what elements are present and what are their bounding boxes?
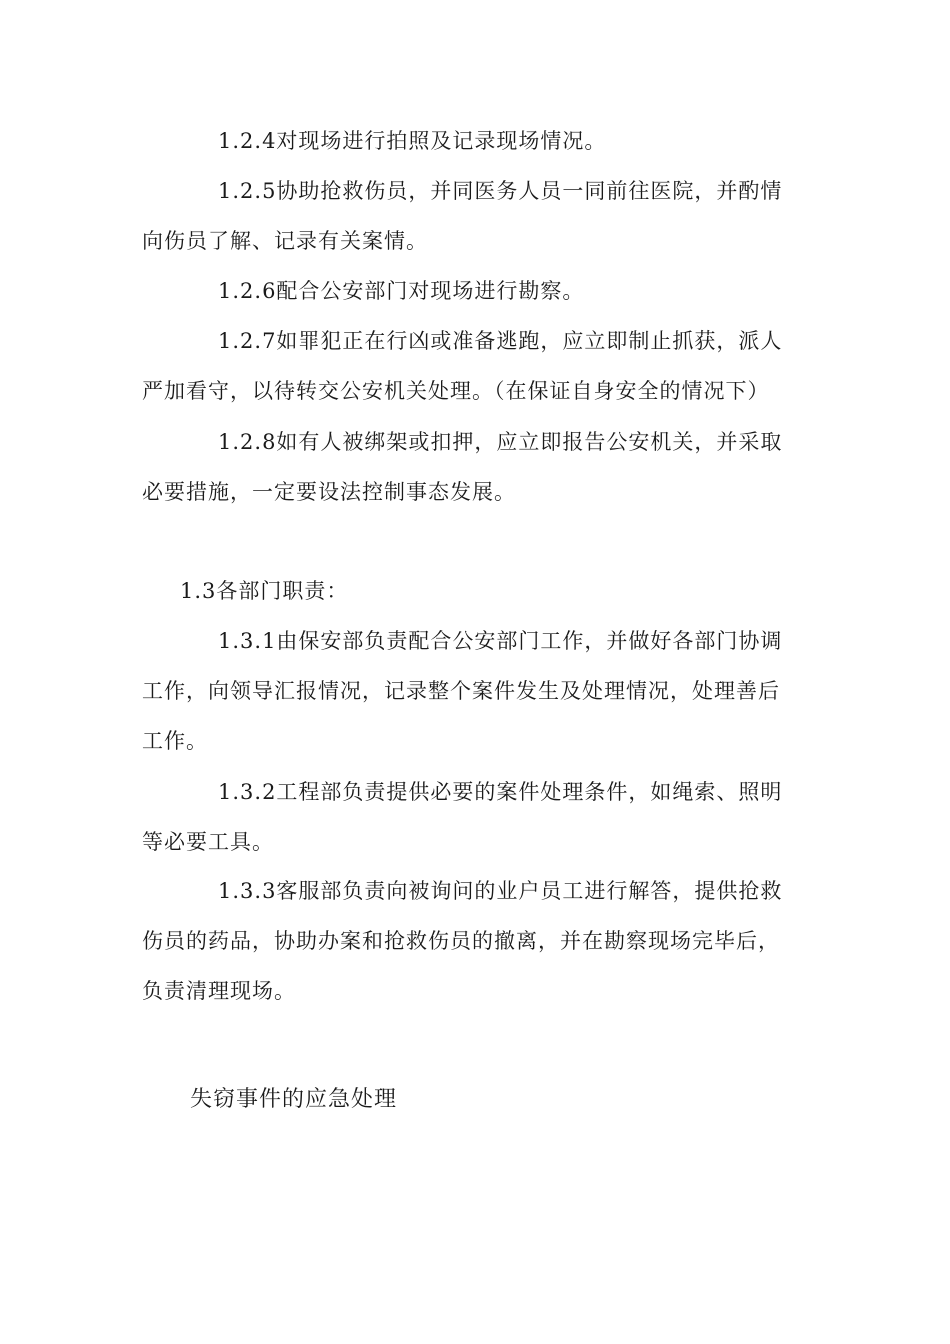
paragraph-1-2-6: 1.2.6配合公安部门对现场进行勘察。 [218,279,585,303]
paragraph-1-2-5: 1.2.5协助抢救伤员，并同医务人员一同前往医院，并酌情向伤员了解、记录有关案情。 [142,179,783,253]
paragraph-1-3-1: 1.3.1由保安部负责配合公安部门工作，并做好各部门协调工作，向领导汇报情况，记录整个案件发生及处理情况，处理善后工作。 [142,629,783,753]
heading-theft-emergency: 失窃事件的应急处理 [190,1087,398,1112]
paragraph-1-2-4: 1.2.4对现场进行拍照及记录现场情况。 [218,129,607,153]
paragraph-1-2-8: 1.2.8如有人被绑架或扣押，应立即报告公安机关，并采取必要措施，一定要设法控制事态发展。 [142,430,783,504]
paragraph-1-3-3: 1.3.3客服部负责向被询问的业户员工进行解答，提供抢救伤员的药品，协助办案和抢救伤员的撤离，并在勘察现场完毕后，负责清理现场。 [142,879,783,1003]
paragraph-1-3-2: 1.3.2工程部负责提供必要的案件处理条件，如绳索、照明等必要工具。 [142,780,783,854]
paragraph-1-2-7: 1.2.7如罪犯正在行凶或准备逃跑，应立即制止抓获，派人严加看守，以待转交公安机关处理。（在保证自身安全的情况下） [142,329,783,403]
section-title-1-3: 1.3各部门职责： [180,579,349,603]
